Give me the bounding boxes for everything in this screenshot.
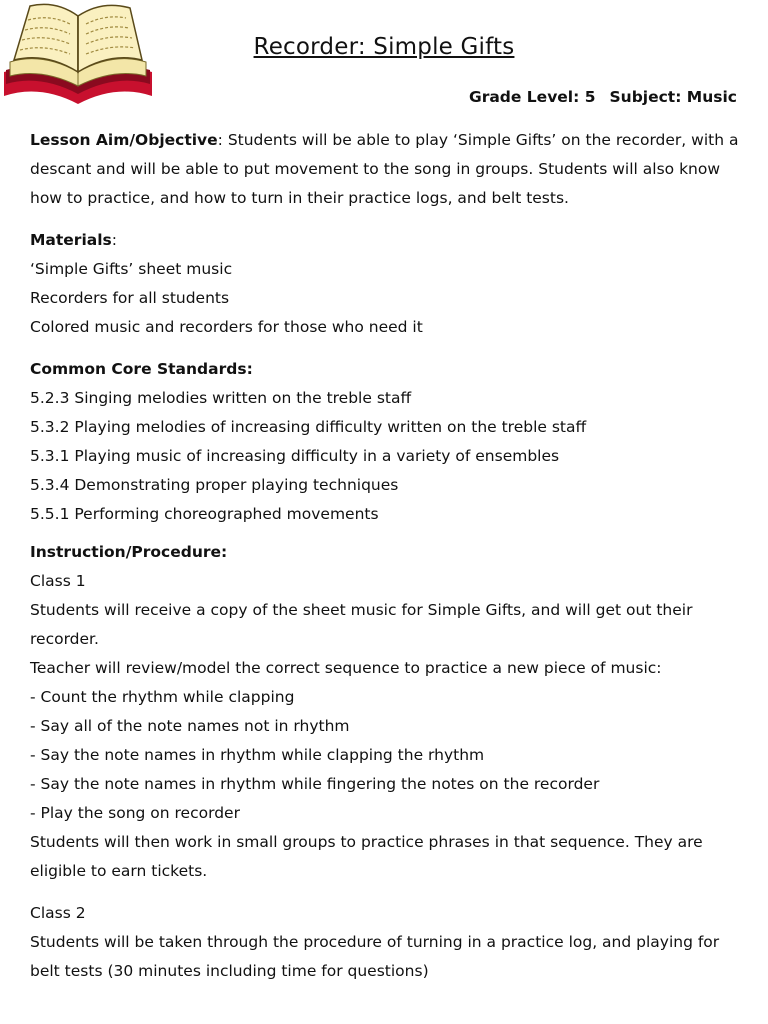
subject: Subject: Music xyxy=(609,88,737,106)
objective-label: Lesson Aim/Objective xyxy=(30,131,218,149)
procedure-step: - Say the note names in rhythm while clapping the rhythm xyxy=(30,746,485,764)
class2-text: Students will be taken through the procedure of turning in a practice log, and playing for belt tests (30 minutes including time for questions) xyxy=(30,933,720,980)
procedure-step: - Play the song on recorder xyxy=(30,804,240,822)
class1-title: Class 1 xyxy=(30,572,86,590)
procedure-step: - Say all of the note names not in rhythm xyxy=(30,717,350,735)
standard-item: 5.3.2 Playing melodies of increasing difficulty written on the treble staff xyxy=(30,418,587,436)
materials-item: Colored music and recorders for those who need it xyxy=(30,318,423,336)
procedure-heading: Instruction/Procedure: xyxy=(30,543,228,561)
materials-heading xyxy=(30,226,742,255)
objective-text: : Students will be able to play ‘Simple Gifts’ on the recorder, with a descant and will be able to put movement to the song in groups. Students will also know how to practice, and how to turn in their practice logs, and belt tests. xyxy=(30,131,739,207)
materials-colon: : xyxy=(111,231,117,249)
materials-item: Recorders for all students xyxy=(30,289,230,307)
standards-heading: Common Core Standards: xyxy=(30,360,253,378)
standard-item: 5.3.4 Demonstrating proper playing techniques xyxy=(30,476,399,494)
grade-level: Grade Level: 5 xyxy=(468,88,596,106)
page-title: Recorder: Simple Gifts xyxy=(253,34,515,60)
standard-item: 5.5.1 Performing choreographed movements xyxy=(30,505,379,523)
class1-intro: Students will receive a copy of the sheet music for Simple Gifts, and will get out their recorder. xyxy=(30,601,693,648)
class2-title: Class 2 xyxy=(30,904,86,922)
procedure-step: - Say the note names in rhythm while fingering the notes on the recorder xyxy=(30,775,600,793)
materials-label: Materials xyxy=(30,231,112,249)
standard-item: 5.2.3 Singing melodies written on the treble staff xyxy=(30,389,412,407)
objective-paragraph xyxy=(30,126,742,213)
class1-outro: Students will then work in small groups to practice phrases in that sequence. They are eligible to earn tickets. xyxy=(30,833,703,880)
lesson-content xyxy=(30,126,742,986)
class1-model: Teacher will review/model the correct sequence to practice a new piece of music: xyxy=(30,659,662,677)
standard-item: 5.3.1 Playing music of increasing difficulty in a variety of ensembles xyxy=(30,447,560,465)
procedure-step: - Count the rhythm while clapping xyxy=(30,688,295,706)
materials-item: ‘Simple Gifts’ sheet music xyxy=(30,260,233,278)
grade-subject-line xyxy=(469,88,737,106)
